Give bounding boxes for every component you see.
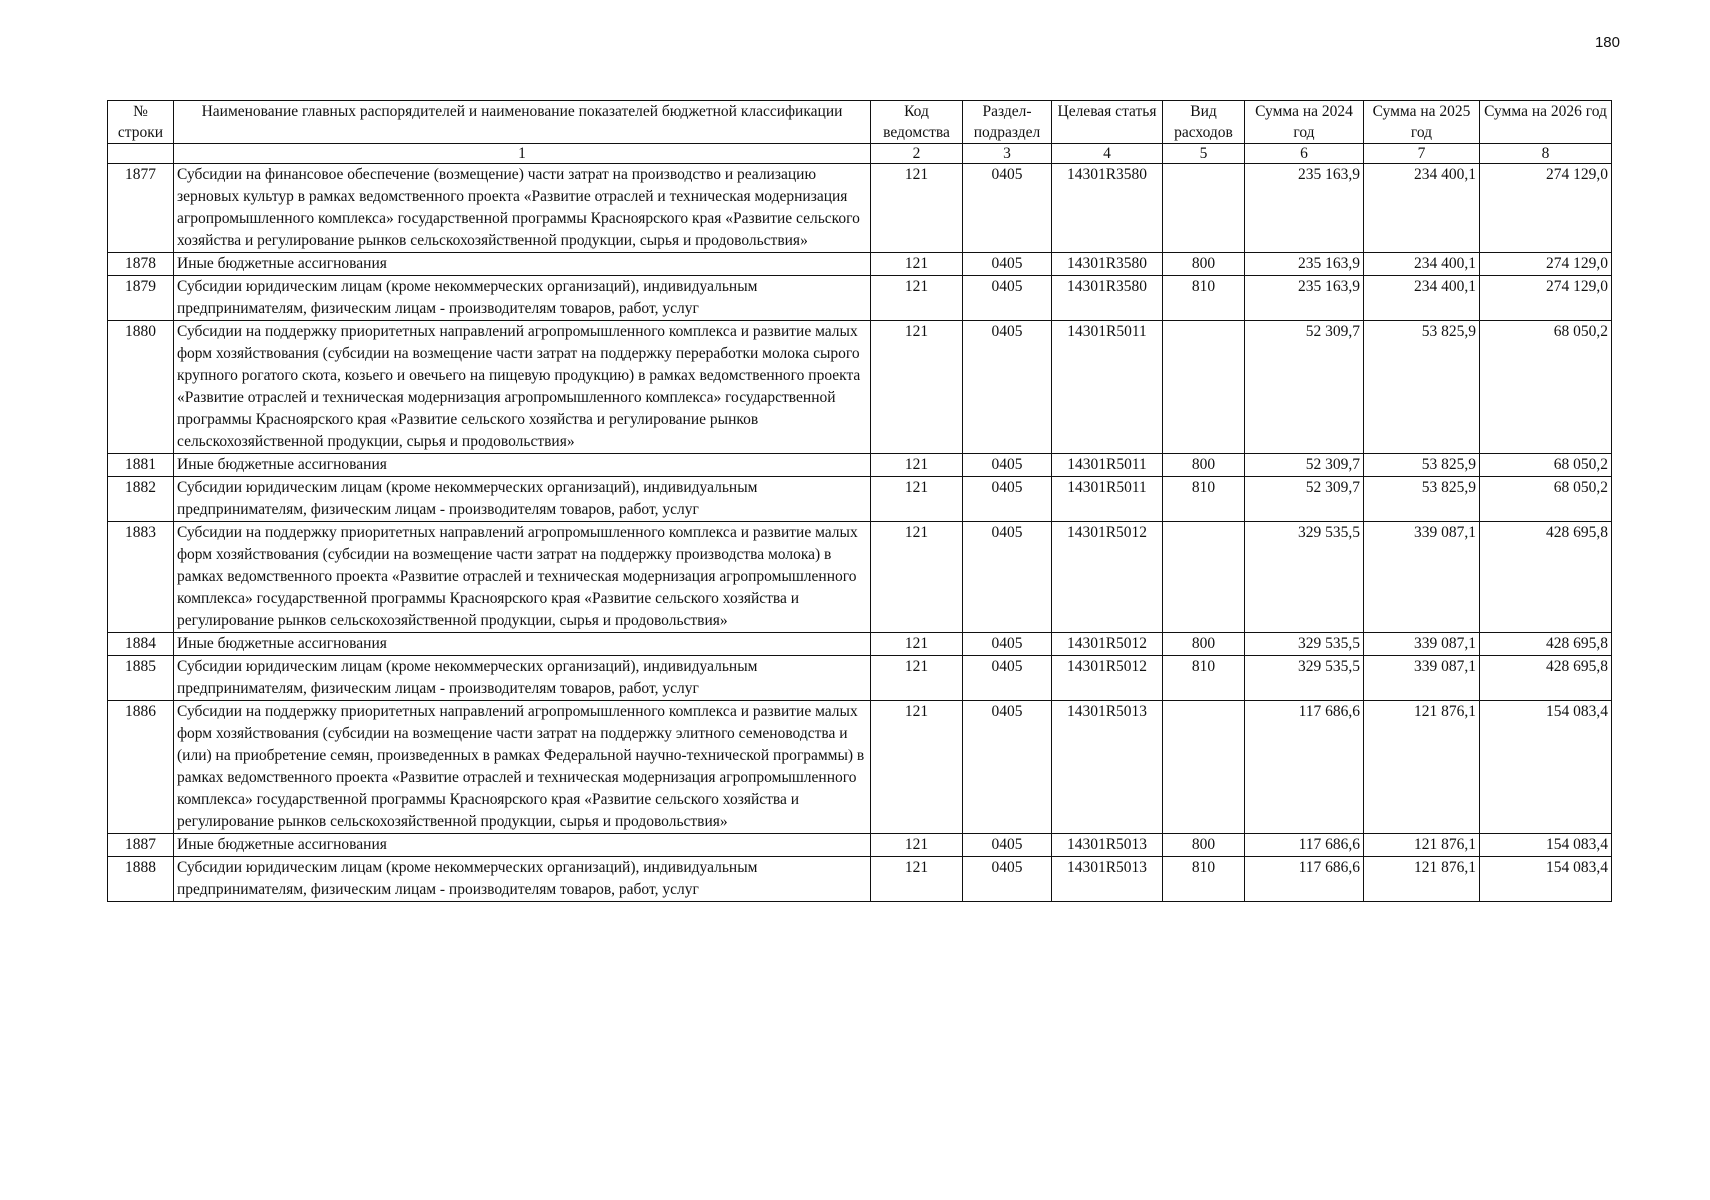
row-name: Субсидии на поддержку приоритетных направлений агропромышленного комплекса и развитие малых форм хозяйствования (субсидии на возмещение части затрат на поддержку производства молока) в рамках ведомственного проекта «Развитие отраслей и техническая модернизация агропромышленного комплекса» государственной программы Красноярского края «Развитие сельского хозяйства и регулирование рынков сельскохозяйственной продукции, сырья и продовольствия» bbox=[174, 522, 871, 633]
row-sum-2024: 235 163,9 bbox=[1245, 164, 1364, 253]
row-dept-code: 121 bbox=[871, 522, 963, 633]
row-sum-2025: 53 825,9 bbox=[1364, 454, 1480, 477]
column-number bbox=[108, 144, 174, 164]
row-sum-2024: 329 535,5 bbox=[1245, 633, 1364, 656]
row-dept-code: 121 bbox=[871, 321, 963, 454]
row-name: Иные бюджетные ассигнования bbox=[174, 253, 871, 276]
table-row bbox=[108, 701, 1612, 834]
row-section: 0405 bbox=[963, 164, 1052, 253]
row-expense-type: 810 bbox=[1163, 276, 1245, 321]
row-sum-2025: 339 087,1 bbox=[1364, 633, 1480, 656]
row-section: 0405 bbox=[963, 276, 1052, 321]
row-sum-2024: 117 686,6 bbox=[1245, 834, 1364, 857]
row-name: Субсидии юридическим лицам (кроме некоммерческих организаций), индивидуальным предпринимателям, физическим лицам - производителям товаров, работ, услуг bbox=[174, 477, 871, 522]
row-dept-code: 121 bbox=[871, 454, 963, 477]
row-dept-code: 121 bbox=[871, 477, 963, 522]
row-number: 1883 bbox=[108, 522, 174, 633]
row-name: Субсидии юридическим лицам (кроме некоммерческих организаций), индивидуальным предпринимателям, физическим лицам - производителям товаров, работ, услуг bbox=[174, 857, 871, 902]
row-dept-code: 121 bbox=[871, 834, 963, 857]
row-number: 1884 bbox=[108, 633, 174, 656]
table-row bbox=[108, 253, 1612, 276]
header-name: Наименование главных распорядителей и наименование показателей бюджетной классификации bbox=[174, 101, 871, 144]
header-row bbox=[108, 101, 1612, 144]
row-number: 1887 bbox=[108, 834, 174, 857]
row-sum-2025: 53 825,9 bbox=[1364, 477, 1480, 522]
row-expense-type: 810 bbox=[1163, 857, 1245, 902]
row-section: 0405 bbox=[963, 857, 1052, 902]
row-section: 0405 bbox=[963, 522, 1052, 633]
row-section: 0405 bbox=[963, 454, 1052, 477]
row-target-article: 14301R5013 bbox=[1052, 834, 1163, 857]
row-dept-code: 121 bbox=[871, 656, 963, 701]
row-expense-type: 800 bbox=[1163, 253, 1245, 276]
row-dept-code: 121 bbox=[871, 276, 963, 321]
row-dept-code: 121 bbox=[871, 701, 963, 834]
column-number: 8 bbox=[1480, 144, 1612, 164]
row-name: Иные бюджетные ассигнования bbox=[174, 834, 871, 857]
header-sum-2025: Сумма на 2025 год bbox=[1364, 101, 1480, 144]
row-target-article: 14301R5013 bbox=[1052, 701, 1163, 834]
row-sum-2025: 121 876,1 bbox=[1364, 857, 1480, 902]
row-expense-type: 810 bbox=[1163, 477, 1245, 522]
table-row bbox=[108, 276, 1612, 321]
column-number: 4 bbox=[1052, 144, 1163, 164]
column-number: 3 bbox=[963, 144, 1052, 164]
header-sum-2026: Сумма на 2026 год bbox=[1480, 101, 1612, 144]
row-sum-2024: 329 535,5 bbox=[1245, 656, 1364, 701]
row-sum-2024: 52 309,7 bbox=[1245, 454, 1364, 477]
row-name: Иные бюджетные ассигнования bbox=[174, 454, 871, 477]
row-sum-2026: 274 129,0 bbox=[1480, 164, 1612, 253]
row-dept-code: 121 bbox=[871, 633, 963, 656]
header-sum-2024: Сумма на 2024 год bbox=[1245, 101, 1364, 144]
row-number: 1881 bbox=[108, 454, 174, 477]
page-number: 180 bbox=[1594, 34, 1620, 51]
header-expense-type: Вид расходов bbox=[1163, 101, 1245, 144]
row-section: 0405 bbox=[963, 477, 1052, 522]
row-number: 1882 bbox=[108, 477, 174, 522]
row-sum-2025: 53 825,9 bbox=[1364, 321, 1480, 454]
column-number-row bbox=[108, 144, 1612, 164]
row-sum-2025: 339 087,1 bbox=[1364, 522, 1480, 633]
table-row bbox=[108, 857, 1612, 902]
row-sum-2026: 428 695,8 bbox=[1480, 633, 1612, 656]
row-expense-type bbox=[1163, 701, 1245, 834]
row-name: Иные бюджетные ассигнования bbox=[174, 633, 871, 656]
row-sum-2025: 121 876,1 bbox=[1364, 834, 1480, 857]
row-name: Субсидии юридическим лицам (кроме некоммерческих организаций), индивидуальным предпринимателям, физическим лицам - производителям товаров, работ, услуг bbox=[174, 276, 871, 321]
row-number: 1877 bbox=[108, 164, 174, 253]
table-row bbox=[108, 454, 1612, 477]
row-number: 1880 bbox=[108, 321, 174, 454]
row-sum-2025: 339 087,1 bbox=[1364, 656, 1480, 701]
column-number: 5 bbox=[1163, 144, 1245, 164]
row-section: 0405 bbox=[963, 656, 1052, 701]
row-dept-code: 121 bbox=[871, 253, 963, 276]
row-sum-2024: 329 535,5 bbox=[1245, 522, 1364, 633]
row-sum-2025: 234 400,1 bbox=[1364, 276, 1480, 321]
row-target-article: 14301R5011 bbox=[1052, 477, 1163, 522]
row-sum-2026: 154 083,4 bbox=[1480, 834, 1612, 857]
column-number: 6 bbox=[1245, 144, 1364, 164]
table-row bbox=[108, 522, 1612, 633]
row-sum-2026: 68 050,2 bbox=[1480, 321, 1612, 454]
row-sum-2026: 274 129,0 bbox=[1480, 276, 1612, 321]
row-expense-type: 810 bbox=[1163, 656, 1245, 701]
row-section: 0405 bbox=[963, 633, 1052, 656]
row-number: 1885 bbox=[108, 656, 174, 701]
row-expense-type: 800 bbox=[1163, 834, 1245, 857]
row-target-article: 14301R5012 bbox=[1052, 633, 1163, 656]
row-section: 0405 bbox=[963, 834, 1052, 857]
row-sum-2026: 154 083,4 bbox=[1480, 701, 1612, 834]
header-target-article: Целевая статья bbox=[1052, 101, 1163, 144]
row-target-article: 14301R3580 bbox=[1052, 164, 1163, 253]
row-section: 0405 bbox=[963, 701, 1052, 834]
row-sum-2025: 234 400,1 bbox=[1364, 164, 1480, 253]
table-row bbox=[108, 321, 1612, 454]
row-expense-type: 800 bbox=[1163, 454, 1245, 477]
row-sum-2026: 274 129,0 bbox=[1480, 253, 1612, 276]
row-sum-2025: 121 876,1 bbox=[1364, 701, 1480, 834]
row-dept-code: 121 bbox=[871, 857, 963, 902]
table-row bbox=[108, 477, 1612, 522]
row-sum-2024: 52 309,7 bbox=[1245, 321, 1364, 454]
row-target-article: 14301R5012 bbox=[1052, 522, 1163, 633]
row-name: Субсидии на поддержку приоритетных направлений агропромышленного комплекса и развитие малых форм хозяйствования (субсидии на возмещение части затрат на поддержку элитного семеноводства и (или) на приобретение семян, произведенных в рамках Федеральной научно-технической программы) в рамках ведомственного проекта «Развитие отраслей и техническая модернизация агропромышленного комплекса» государственной программы Красноярского края «Развитие сельского хозяйства и регулирование рынков сельскохозяйственной продукции, сырья и продовольствия» bbox=[174, 701, 871, 834]
table-row bbox=[108, 656, 1612, 701]
row-sum-2024: 235 163,9 bbox=[1245, 276, 1364, 321]
row-target-article: 14301R5012 bbox=[1052, 656, 1163, 701]
table-body bbox=[108, 164, 1612, 902]
row-expense-type bbox=[1163, 164, 1245, 253]
header-section: Раздел-подраздел bbox=[963, 101, 1052, 144]
column-number: 7 bbox=[1364, 144, 1480, 164]
row-target-article: 14301R3580 bbox=[1052, 253, 1163, 276]
row-sum-2026: 428 695,8 bbox=[1480, 522, 1612, 633]
row-name: Субсидии на финансовое обеспечение (возмещение) части затрат на производство и реализацию зерновых культур в рамках ведомственного проекта «Развитие отраслей и техническая модернизация агропромышленного комплекса» государственной программы Красноярского края «Развитие сельского хозяйства и регулирование рынков сельскохозяйственной продукции, сырья и продовольствия» bbox=[174, 164, 871, 253]
row-name: Субсидии юридическим лицам (кроме некоммерческих организаций), индивидуальным предпринимателям, физическим лицам - производителям товаров, работ, услуг bbox=[174, 656, 871, 701]
row-number: 1888 bbox=[108, 857, 174, 902]
row-expense-type bbox=[1163, 522, 1245, 633]
budget-table bbox=[107, 100, 1612, 902]
row-target-article: 14301R5013 bbox=[1052, 857, 1163, 902]
row-sum-2026: 68 050,2 bbox=[1480, 477, 1612, 522]
row-sum-2026: 154 083,4 bbox=[1480, 857, 1612, 902]
row-target-article: 14301R3580 bbox=[1052, 276, 1163, 321]
row-sum-2026: 428 695,8 bbox=[1480, 656, 1612, 701]
row-target-article: 14301R5011 bbox=[1052, 321, 1163, 454]
row-expense-type: 800 bbox=[1163, 633, 1245, 656]
row-target-article: 14301R5011 bbox=[1052, 454, 1163, 477]
row-number: 1886 bbox=[108, 701, 174, 834]
row-sum-2024: 117 686,6 bbox=[1245, 701, 1364, 834]
header-row-number: № строки bbox=[108, 101, 174, 144]
column-number: 1 bbox=[174, 144, 871, 164]
table-row bbox=[108, 834, 1612, 857]
row-name: Субсидии на поддержку приоритетных направлений агропромышленного комплекса и развитие малых форм хозяйствования (субсидии на возмещение части затрат на поддержку переработки молока сырого крупного рогатого скота, козьего и овечьего на пищевую продукцию) в рамках ведомственного проекта «Развитие отраслей и техническая модернизация агропромышленного комплекса» государственной программы Красноярского края «Развитие сельского хозяйства и регулирование рынков сельскохозяйственной продукции, сырья и продовольствия» bbox=[174, 321, 871, 454]
header-dept-code: Код ведомства bbox=[871, 101, 963, 144]
column-number: 2 bbox=[871, 144, 963, 164]
row-sum-2025: 234 400,1 bbox=[1364, 253, 1480, 276]
table-row bbox=[108, 633, 1612, 656]
row-number: 1879 bbox=[108, 276, 174, 321]
row-number: 1878 bbox=[108, 253, 174, 276]
row-sum-2024: 52 309,7 bbox=[1245, 477, 1364, 522]
row-sum-2024: 117 686,6 bbox=[1245, 857, 1364, 902]
row-sum-2024: 235 163,9 bbox=[1245, 253, 1364, 276]
row-sum-2026: 68 050,2 bbox=[1480, 454, 1612, 477]
row-section: 0405 bbox=[963, 253, 1052, 276]
table-row bbox=[108, 164, 1612, 253]
row-section: 0405 bbox=[963, 321, 1052, 454]
row-expense-type bbox=[1163, 321, 1245, 454]
row-dept-code: 121 bbox=[871, 164, 963, 253]
table-header bbox=[108, 101, 1612, 164]
